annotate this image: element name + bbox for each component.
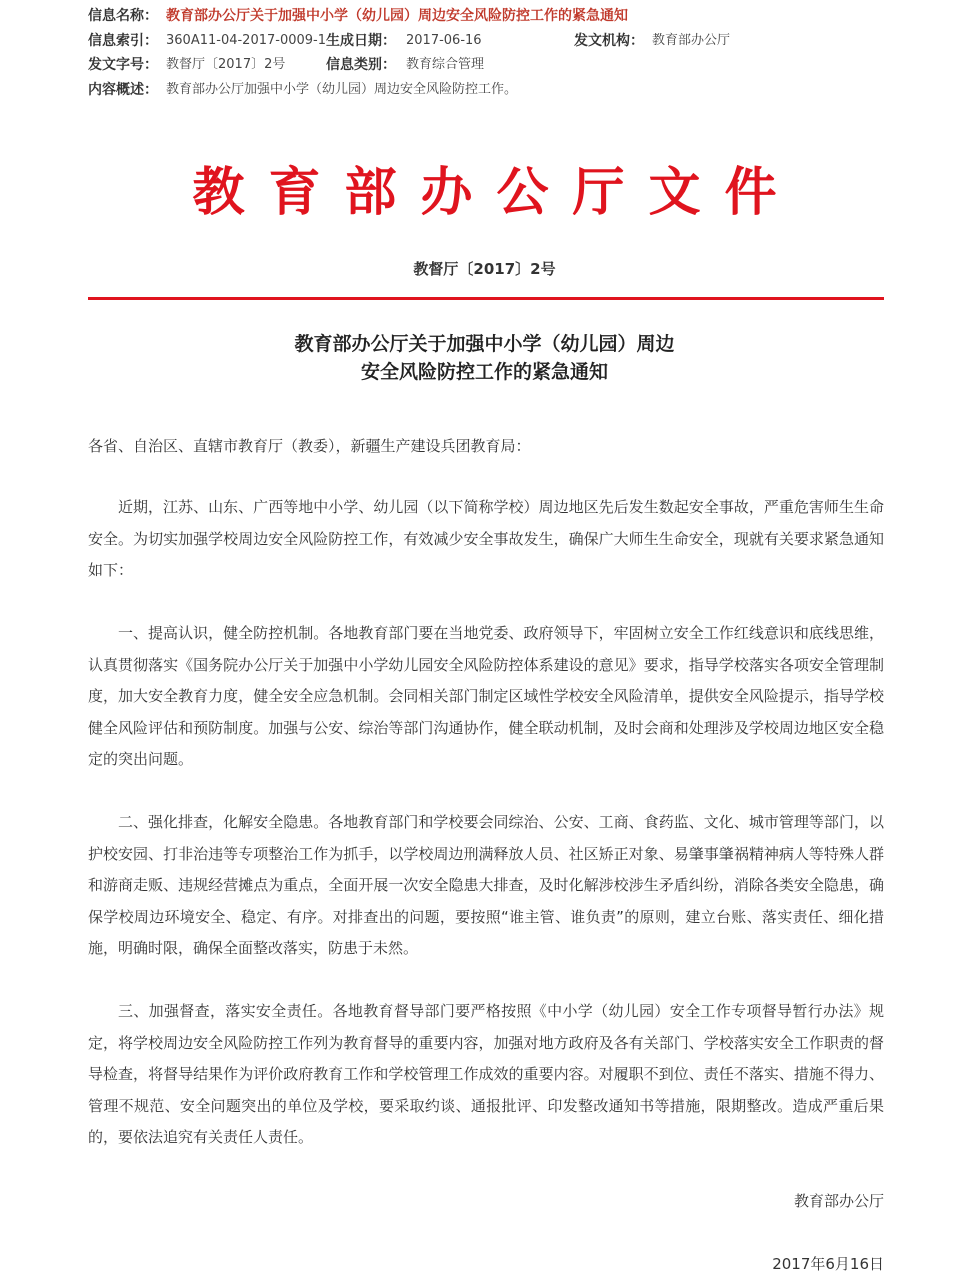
- meta-org-label: 发文机构：: [574, 32, 644, 49]
- paragraph-intro: 近期，江苏、山东、广西等地中小学、幼儿园（以下简称学校）周边地区先后发生数起安全事故，严重危害师生生命安全。为切实加强学校周边安全风险防控工作，有效减少安全事故发生，确保广大师生生命安全，现就有关要求紧急通知如下：: [88, 498, 884, 579]
- title-line-1: 教育部办公厅关于加强中小学（幼儿园）周边: [294, 333, 675, 355]
- meta-name-value: 教育部办公厅关于加强中小学（幼儿园）周边安全风险防控工作的紧急通知: [166, 8, 628, 24]
- paragraph-section-2: 二、强化排查，化解安全隐患。各地教育部门和学校要会同综治、公安、工商、食药监、文化、城市管理等部门，以护校安园、打非治违等专项整治工作为抓手，以学校周边刑满释放人员、社区矫正对象、易肇事肇祸精神病人等特殊人群和游商走贩、违规经营摊点为重点，全面开展一次安全隐患大排查，及时化解涉校涉生矛盾纠纷，消除各类安全隐患，确保学校周边环境安全、稳定、有序。对排查出的问题，要按照“谁主管、谁负责”的原则，建立台账、落实责任、细化措施，明确时限，确保全面整改落实，防患于未然。: [88, 813, 884, 957]
- meta-date-label: 生成日期：: [326, 32, 396, 49]
- meta-index-value: 360A11-04-2017-0009-1: [166, 32, 326, 48]
- signer: 教育部办公厅: [793, 1192, 884, 1210]
- meta-docno-label: 发文字号：: [88, 57, 158, 73]
- red-divider: [88, 297, 884, 300]
- document-number: 教督厅〔2017〕2号: [413, 260, 556, 278]
- meta-summary-label: 内容概述：: [88, 81, 158, 98]
- title-line-2: 安全风险防控工作的紧急通知: [360, 361, 608, 383]
- metadata-panel: [88, 6, 888, 104]
- meta-category-value: 教育综合管理: [406, 57, 485, 72]
- document-title: [0, 330, 969, 386]
- paragraph-section-1: 一、提高认识，健全防控机制。各地教育部门要在当地党委、政府领导下，牢固树立安全工作红线意识和底线思维，认真贯彻落实《国务院办公厅关于加强中小学幼儿园安全风险防控体系建设的意见》要求，指导学校落实各项安全管理制度，加大安全教育力度，健全安全应急机制。会同相关部门制定区域性学校安全风险清单，提供安全风险提示，指导学校健全风险评估和预防制度。加强与公安、综治等部门沟通协作，健全联动机制，及时会商和处理涉及学校周边地区安全稳定的突出问题。: [88, 624, 884, 768]
- meta-category-label: 信息类别：: [326, 57, 396, 73]
- issuer-heading: 教育部办公厅文件: [192, 162, 801, 223]
- meta-summary-value: 教育部办公厅加强中小学（幼儿园）周边安全风险防控工作。: [166, 81, 518, 97]
- issue-date: 2017年6月16日: [772, 1255, 884, 1273]
- meta-name-label: 信息名称：: [88, 8, 158, 24]
- meta-date-value: 2017-06-16: [406, 32, 482, 48]
- paragraph-section-3: 三、加强督查，落实安全责任。各地教育督导部门要严格按照《中小学（幼儿园）安全工作专项督导暂行办法》规定，将学校周边安全风险防控工作列为教育督导的重要内容，加强对地方政府及各有关部门、学校落实安全工作职责的督导检查，将督导结果作为评价政府教育工作和学校管理工作成效的重要内容。对履职不到位、责任不落实、措施不得力、管理不规范、安全问题突出的单位及学校，要采取约谈、通报批评、印发整改通知书等措施，限期整改。造成严重后果的，要依法追究有关责任人责任。: [88, 1002, 884, 1146]
- meta-row-docno: [88, 55, 888, 80]
- meta-row-name: [88, 6, 888, 31]
- meta-index-label: 信息索引：: [88, 32, 158, 49]
- meta-row-index: [88, 31, 888, 56]
- meta-docno-value: 教督厅〔2017〕2号: [166, 57, 286, 72]
- meta-org-value: 教育部办公厅: [652, 32, 731, 48]
- addressee: 各省、自治区、直辖市教育厅（教委），新疆生产建设兵团教育局：: [88, 437, 531, 455]
- meta-row-summary: [88, 80, 888, 105]
